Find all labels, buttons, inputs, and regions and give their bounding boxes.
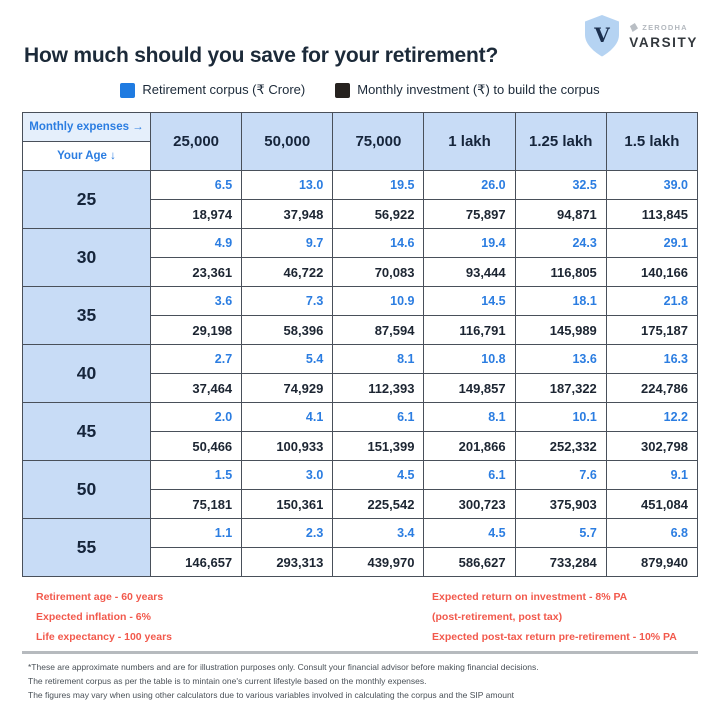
investment-cell: 37,464: [151, 374, 242, 403]
corpus-cell: 12.2: [606, 403, 697, 432]
investment-cell: 116,791: [424, 316, 515, 345]
investment-cell: 375,903: [515, 490, 606, 519]
varsity-logo: [583, 14, 698, 58]
corpus-cell: 7.3: [242, 287, 333, 316]
investment-cell: 23,361: [151, 258, 242, 287]
corpus-cell: 13.6: [515, 345, 606, 374]
column-header: 75,000: [333, 113, 424, 171]
investment-cell: 112,393: [333, 374, 424, 403]
table-row: [23, 229, 698, 258]
corpus-cell: 21.8: [606, 287, 697, 316]
logo-brand-text: ZERODHA: [642, 22, 688, 32]
corpus-cell: 19.4: [424, 229, 515, 258]
corpus-cell: 6.8: [606, 519, 697, 548]
corpus-cell: 5.7: [515, 519, 606, 548]
shield-letter: V: [594, 23, 611, 47]
age-cell: 50: [23, 461, 151, 519]
age-cell: 40: [23, 345, 151, 403]
corpus-cell: 7.6: [515, 461, 606, 490]
corpus-cell: 4.5: [333, 461, 424, 490]
footer-divider: [22, 651, 698, 654]
assumptions-left: [36, 587, 172, 647]
investment-cell: 93,444: [424, 258, 515, 287]
age-cell: 35: [23, 287, 151, 345]
table-row: [23, 171, 698, 200]
investment-cell: 151,399: [333, 432, 424, 461]
assumption-note: Life expectancy - 100 years: [36, 631, 172, 643]
investment-cell: 29,198: [151, 316, 242, 345]
assumption-note: (post-retirement, post tax): [432, 611, 563, 623]
investment-cell: 150,361: [242, 490, 333, 519]
corpus-cell: 10.1: [515, 403, 606, 432]
assumption-note: Retirement age - 60 years: [36, 591, 164, 603]
investment-cell: 252,332: [515, 432, 606, 461]
column-header: 1.5 lakh: [606, 113, 697, 171]
investment-cell: 18,974: [151, 200, 242, 229]
investment-cell: 87,594: [333, 316, 424, 345]
corpus-cell: 1.5: [151, 461, 242, 490]
corpus-cell: 19.5: [333, 171, 424, 200]
legend-corpus-label: Retirement corpus (₹ Crore): [142, 82, 306, 97]
investment-cell: 201,866: [424, 432, 515, 461]
corpus-cell: 4.5: [424, 519, 515, 548]
corner-monthly-expenses: Monthly expenses →: [23, 113, 150, 142]
investment-cell: 56,922: [333, 200, 424, 229]
corpus-cell: 6.1: [333, 403, 424, 432]
investment-cell: 50,466: [151, 432, 242, 461]
investment-cell: 74,929: [242, 374, 333, 403]
corpus-cell: 2.7: [151, 345, 242, 374]
legend-investment-label: Monthly investment (₹) to build the corpus: [357, 82, 600, 97]
corpus-cell: 29.1: [606, 229, 697, 258]
investment-cell: 75,897: [424, 200, 515, 229]
table-row: [23, 287, 698, 316]
disclaimer-line: The figures may vary when using other calculators due to various variables involved in calculating the corpus and the SIP amount: [28, 690, 515, 700]
investment-cell: 116,805: [515, 258, 606, 287]
corpus-cell: 2.0: [151, 403, 242, 432]
investment-cell: 879,940: [606, 548, 697, 577]
disclaimers: [28, 660, 539, 702]
investment-cell: 451,084: [606, 490, 697, 519]
investment-cell: 586,627: [424, 548, 515, 577]
corpus-cell: 32.5: [515, 171, 606, 200]
table-row: [23, 519, 698, 548]
investment-cell: 46,722: [242, 258, 333, 287]
corner-your-age: Your Age ↓: [23, 142, 150, 170]
investment-cell: 300,723: [424, 490, 515, 519]
disclaimer-line: *These are approximate numbers and are for illustration purposes only. Consult your financial advisor before making financial decisions.: [28, 662, 539, 672]
age-cell: 45: [23, 403, 151, 461]
corpus-cell: 10.8: [424, 345, 515, 374]
corpus-cell: 10.9: [333, 287, 424, 316]
investment-swatch-icon: [335, 83, 350, 98]
column-header: 1.25 lakh: [515, 113, 606, 171]
investment-cell: 75,181: [151, 490, 242, 519]
corpus-cell: 8.1: [424, 403, 515, 432]
age-cell: 25: [23, 171, 151, 229]
corpus-cell: 16.3: [606, 345, 697, 374]
corpus-cell: 18.1: [515, 287, 606, 316]
corpus-cell: 24.3: [515, 229, 606, 258]
corpus-cell: 8.1: [333, 345, 424, 374]
page-title: How much should you save for your retirement?: [24, 44, 499, 67]
corner-cell: [23, 113, 151, 171]
investment-cell: 439,970: [333, 548, 424, 577]
investment-cell: 733,284: [515, 548, 606, 577]
investment-cell: 175,187: [606, 316, 697, 345]
assumptions-right: [432, 587, 677, 647]
corpus-cell: 6.1: [424, 461, 515, 490]
logo-product-text: VARSITY: [629, 34, 698, 50]
corpus-swatch-icon: [120, 83, 135, 98]
investment-cell: 187,322: [515, 374, 606, 403]
legend-item-investment: [335, 82, 599, 98]
header-row: [23, 113, 698, 171]
retirement-table: [22, 112, 698, 577]
investment-cell: 293,313: [242, 548, 333, 577]
investment-cell: 224,786: [606, 374, 697, 403]
corpus-cell: 3.6: [151, 287, 242, 316]
investment-cell: 94,871: [515, 200, 606, 229]
corpus-cell: 26.0: [424, 171, 515, 200]
disclaimer-line: The retirement corpus as per the table is to mintain one's current lifestyle based on the monthly expenses.: [28, 676, 427, 686]
investment-cell: 149,857: [424, 374, 515, 403]
column-header: 25,000: [151, 113, 242, 171]
zerodha-kite-icon: [629, 23, 638, 32]
age-cell: 30: [23, 229, 151, 287]
corpus-cell: 3.4: [333, 519, 424, 548]
investment-cell: 225,542: [333, 490, 424, 519]
corpus-cell: 13.0: [242, 171, 333, 200]
investment-cell: 140,166: [606, 258, 697, 287]
investment-cell: 302,798: [606, 432, 697, 461]
column-header: 50,000: [242, 113, 333, 171]
shield-icon: [583, 14, 621, 58]
table-row: [23, 345, 698, 374]
corpus-cell: 4.1: [242, 403, 333, 432]
assumption-note: Expected return on investment - 8% PA: [432, 591, 628, 603]
investment-cell: 37,948: [242, 200, 333, 229]
investment-cell: 145,989: [515, 316, 606, 345]
legend-item-corpus: [120, 82, 305, 98]
assumption-note: Expected inflation - 6%: [36, 611, 151, 623]
corpus-cell: 6.5: [151, 171, 242, 200]
corpus-cell: 9.7: [242, 229, 333, 258]
corpus-cell: 9.1: [606, 461, 697, 490]
investment-cell: 100,933: [242, 432, 333, 461]
corpus-cell: 14.5: [424, 287, 515, 316]
corpus-cell: 14.6: [333, 229, 424, 258]
table-row: [23, 461, 698, 490]
corpus-cell: 4.9: [151, 229, 242, 258]
legend: [0, 82, 720, 98]
column-header: 1 lakh: [424, 113, 515, 171]
assumption-note: Expected post-tax return pre-retirement - 10% PA: [432, 631, 677, 643]
investment-cell: 146,657: [151, 548, 242, 577]
corpus-cell: 1.1: [151, 519, 242, 548]
investment-cell: 58,396: [242, 316, 333, 345]
investment-cell: 70,083: [333, 258, 424, 287]
corpus-cell: 3.0: [242, 461, 333, 490]
corpus-cell: 39.0: [606, 171, 697, 200]
age-cell: 55: [23, 519, 151, 577]
corpus-cell: 2.3: [242, 519, 333, 548]
investment-cell: 113,845: [606, 200, 697, 229]
table-row: [23, 403, 698, 432]
corpus-cell: 5.4: [242, 345, 333, 374]
